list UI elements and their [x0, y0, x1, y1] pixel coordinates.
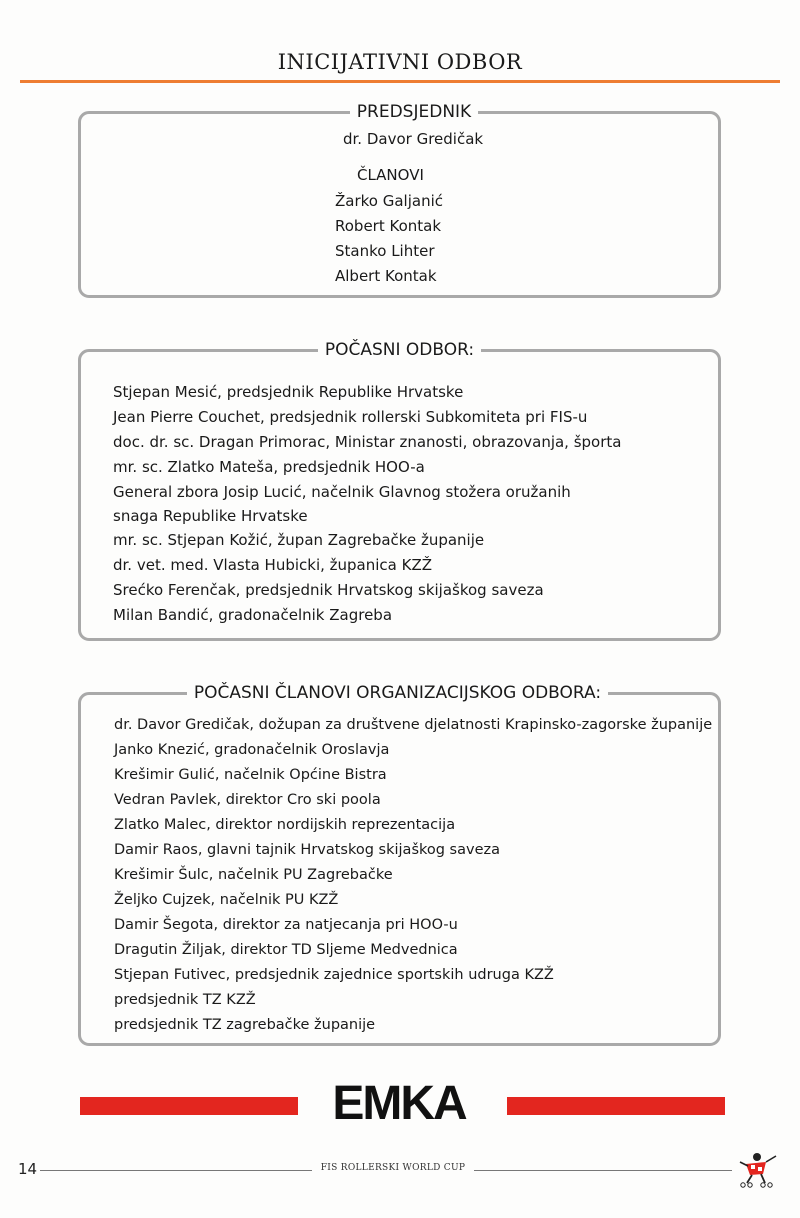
page-number: 14: [18, 1160, 38, 1178]
member-item: Stanko Lihter: [335, 242, 435, 260]
pocasni-clanovi-heading-row: [81, 682, 718, 704]
list-item: Željko Cujzek, načelnik PU KZŽ: [114, 892, 339, 908]
list-item: snaga Republike Hrvatske: [113, 507, 308, 525]
footer-rule-left: [40, 1170, 312, 1171]
predsjednik-name: dr. Davor Gredičak: [343, 130, 484, 148]
predsjednik-box: [78, 102, 721, 298]
list-item: Krešimir Gulić, načelnik Općine Bistra: [114, 767, 387, 783]
list-item: mr. sc. Stjepan Kožić, župan Zagrebačke županije: [113, 531, 485, 549]
list-item: predsjednik TZ zagrebačke županije: [114, 1017, 376, 1033]
sponsor-stripe-right: [507, 1097, 725, 1115]
list-item: Stjepan Mesić, predsjednik Republike Hrvatske: [113, 383, 464, 401]
member-item: Žarko Galjanić: [335, 192, 443, 210]
list-item: Janko Knezić, gradonačelnik Oroslavja: [114, 742, 390, 758]
list-item: mr. sc. Zlatko Mateša, predsjednik HOO-a: [113, 458, 425, 476]
member-item: Robert Kontak: [335, 217, 442, 235]
sponsor-stripe-left: [80, 1097, 298, 1115]
page-title: INICIJATIVNI ODBOR: [277, 50, 523, 74]
pocasni-odbor-heading-row: [81, 339, 718, 361]
list-item: General zbora Josip Lucić, načelnik Glavnog stožera oružanih: [113, 483, 571, 501]
predsjednik-heading-row: [81, 101, 718, 123]
list-item: Damir Šegota, direktor za natjecanja pri HOO-u: [114, 917, 458, 933]
pocasni-odbor-heading: POČASNI ODBOR:: [318, 339, 481, 361]
emka-logo: EMKA: [332, 1076, 466, 1130]
list-item: Zlatko Malec, direktor nordijskih reprezentacija: [114, 817, 456, 833]
footer-event-name: FIS ROLLERSKI WORLD CUP: [320, 1163, 466, 1173]
list-item: Vedran Pavlek, direktor Cro ski poola: [114, 792, 381, 808]
predsjednik-heading: PREDSJEDNIK: [350, 101, 478, 123]
pocasni-clanovi-box: [78, 683, 721, 1046]
member-item: Albert Kontak: [335, 267, 437, 285]
title-divider: [20, 80, 780, 83]
list-item: Srećko Ferenčak, predsjednik Hrvatskog skijaškog saveza: [113, 581, 544, 599]
list-item: Krešimir Šulc, načelnik PU Zagrebačke: [114, 867, 393, 883]
list-item: Dragutin Žiljak, direktor TD Sljeme Medvednica: [114, 942, 458, 958]
pocasni-clanovi-heading: POČASNI ČLANOVI ORGANIZACIJSKOG ODBORA:: [187, 682, 608, 704]
list-item: Damir Raos, glavni tajnik Hrvatskog skijaškog saveza: [114, 842, 500, 858]
list-item: Jean Pierre Couchet, predsjednik rollerski Subkomiteta pri FIS-u: [113, 408, 588, 426]
list-item: dr. Davor Gredičak, dožupan za društvene djelatnosti Krapinsko-zagorske županije: [114, 717, 713, 733]
pocasni-odbor-box: [78, 340, 721, 641]
footer-rule-right: [474, 1170, 732, 1171]
clanovi-heading: ČLANOVI: [357, 166, 424, 184]
mascot-icon: [736, 1150, 778, 1190]
list-item: dr. vet. med. Vlasta Hubicki, županica KZŽ: [113, 556, 433, 574]
list-item: doc. dr. sc. Dragan Primorac, Ministar znanosti, obrazovanja, športa: [113, 433, 622, 451]
list-item: Stjepan Futivec, predsjednik zajednice sportskih udruga KZŽ: [114, 967, 554, 983]
list-item: Milan Bandić, gradonačelnik Zagreba: [113, 606, 393, 624]
list-item: predsjednik TZ KZŽ: [114, 992, 256, 1008]
